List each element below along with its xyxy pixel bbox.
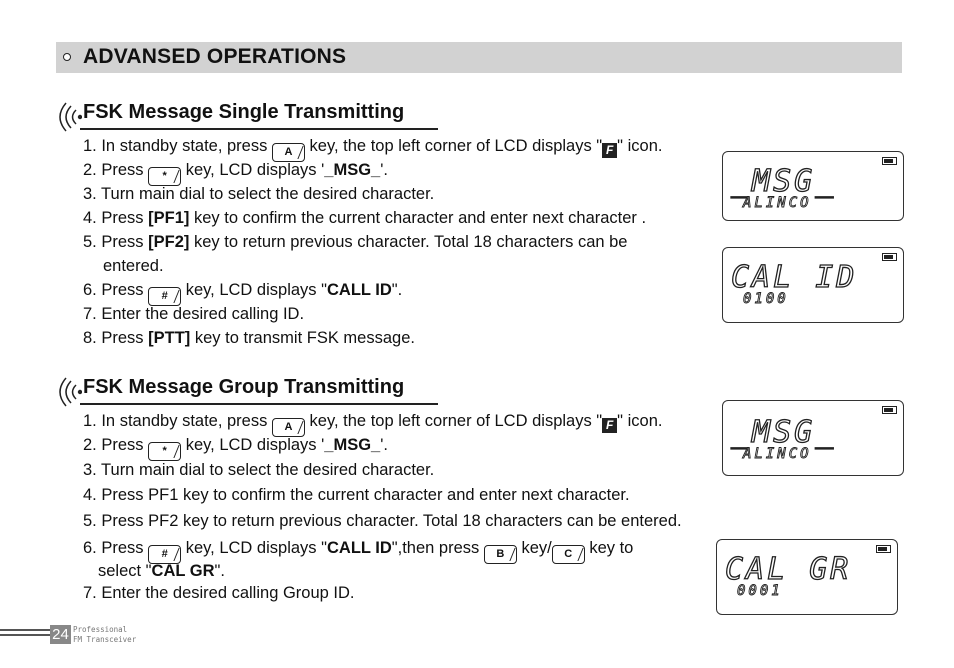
lcd-sub-text: ALINCO bbox=[743, 195, 812, 211]
hash-key-icon: # bbox=[148, 545, 181, 564]
step-3: 3. Turn main dial to select the desired character. bbox=[83, 461, 435, 479]
step-6: 6. Press # key, LCD displays "CALL ID". bbox=[83, 280, 402, 306]
lcd-sub-text: 0100 bbox=[743, 291, 789, 307]
step-6: 6. Press # key, LCD displays "CALL ID",then press B key/ C key to bbox=[83, 538, 633, 564]
step-8: 8. Press [PTT] key to transmit FSK message. bbox=[83, 329, 415, 347]
star-key-icon: * bbox=[148, 167, 181, 186]
step-6-cont: select "CAL GR". bbox=[98, 562, 225, 580]
step-1: 1. In standby state, press A key, the top left corner of LCD displays " F " icon. bbox=[83, 136, 662, 162]
page-title: ADVANSED OPERATIONS bbox=[83, 45, 347, 68]
section-underline bbox=[80, 128, 438, 130]
step-7: 7. Enter the desired calling Group ID. bbox=[83, 584, 355, 602]
f-function-icon: F bbox=[602, 143, 617, 158]
section-title-single: FSK Message Single Transmitting bbox=[83, 101, 405, 123]
a-key-icon: A bbox=[272, 143, 305, 162]
section-underline bbox=[80, 403, 438, 405]
lcd-display bbox=[722, 400, 904, 476]
step-3: 3. Turn main dial to select the desired character. bbox=[83, 185, 435, 203]
a-key-icon: A bbox=[272, 418, 305, 437]
step-7: 7. Enter the desired calling ID. bbox=[83, 305, 305, 323]
b-key-icon: B bbox=[484, 545, 517, 564]
step-4: 4. Press PF1 key to confirm the current character and enter next character. bbox=[83, 486, 630, 504]
radio-wave-icon bbox=[56, 376, 82, 408]
lcd-main-text: CAL GR bbox=[725, 552, 852, 587]
lcd-sub-text: 0001 bbox=[737, 583, 783, 599]
f-function-icon: F bbox=[602, 418, 617, 433]
section-title-group: FSK Message Group Transmitting bbox=[83, 376, 405, 398]
lcd-display bbox=[722, 151, 904, 221]
star-key-icon: * bbox=[148, 442, 181, 461]
step-5: 5. Press [PF2] key to return previous character. Total 18 characters can be bbox=[83, 233, 628, 251]
lcd-main-text: CAL ID bbox=[731, 260, 858, 295]
page-number: 24 bbox=[50, 625, 71, 644]
step-2: 2. Press * key, LCD displays '_MSG_'. bbox=[83, 160, 388, 186]
step-2: 2. Press * key, LCD displays '_MSG_'. bbox=[83, 435, 388, 461]
bullet-icon bbox=[63, 53, 71, 61]
step-5-cont: entered. bbox=[103, 257, 164, 275]
battery-icon bbox=[882, 253, 897, 261]
lcd-main-text: _MSG_ bbox=[731, 164, 837, 199]
lcd-sub-text: ALINCO bbox=[743, 446, 812, 462]
battery-icon bbox=[876, 545, 891, 553]
battery-icon bbox=[882, 157, 897, 165]
lcd-display bbox=[722, 247, 904, 323]
hash-key-icon: # bbox=[148, 287, 181, 306]
lcd-display bbox=[716, 539, 898, 615]
lcd-main-text: _MSG_ bbox=[731, 415, 837, 450]
c-key-icon: C bbox=[552, 545, 585, 564]
step-5: 5. Press PF2 key to return previous character. Total 18 characters can be entered. bbox=[83, 512, 682, 530]
footer-rule bbox=[0, 629, 50, 639]
step-4: 4. Press [PF1] key to confirm the current character and enter next character . bbox=[83, 209, 647, 227]
section-header-bar bbox=[56, 42, 902, 73]
battery-icon bbox=[882, 406, 897, 414]
footer-caption: Professional FM Transceiver bbox=[73, 625, 137, 644]
radio-wave-icon bbox=[56, 101, 82, 133]
step-1: 1. In standby state, press A key, the top left corner of LCD displays " F " icon. bbox=[83, 411, 662, 437]
